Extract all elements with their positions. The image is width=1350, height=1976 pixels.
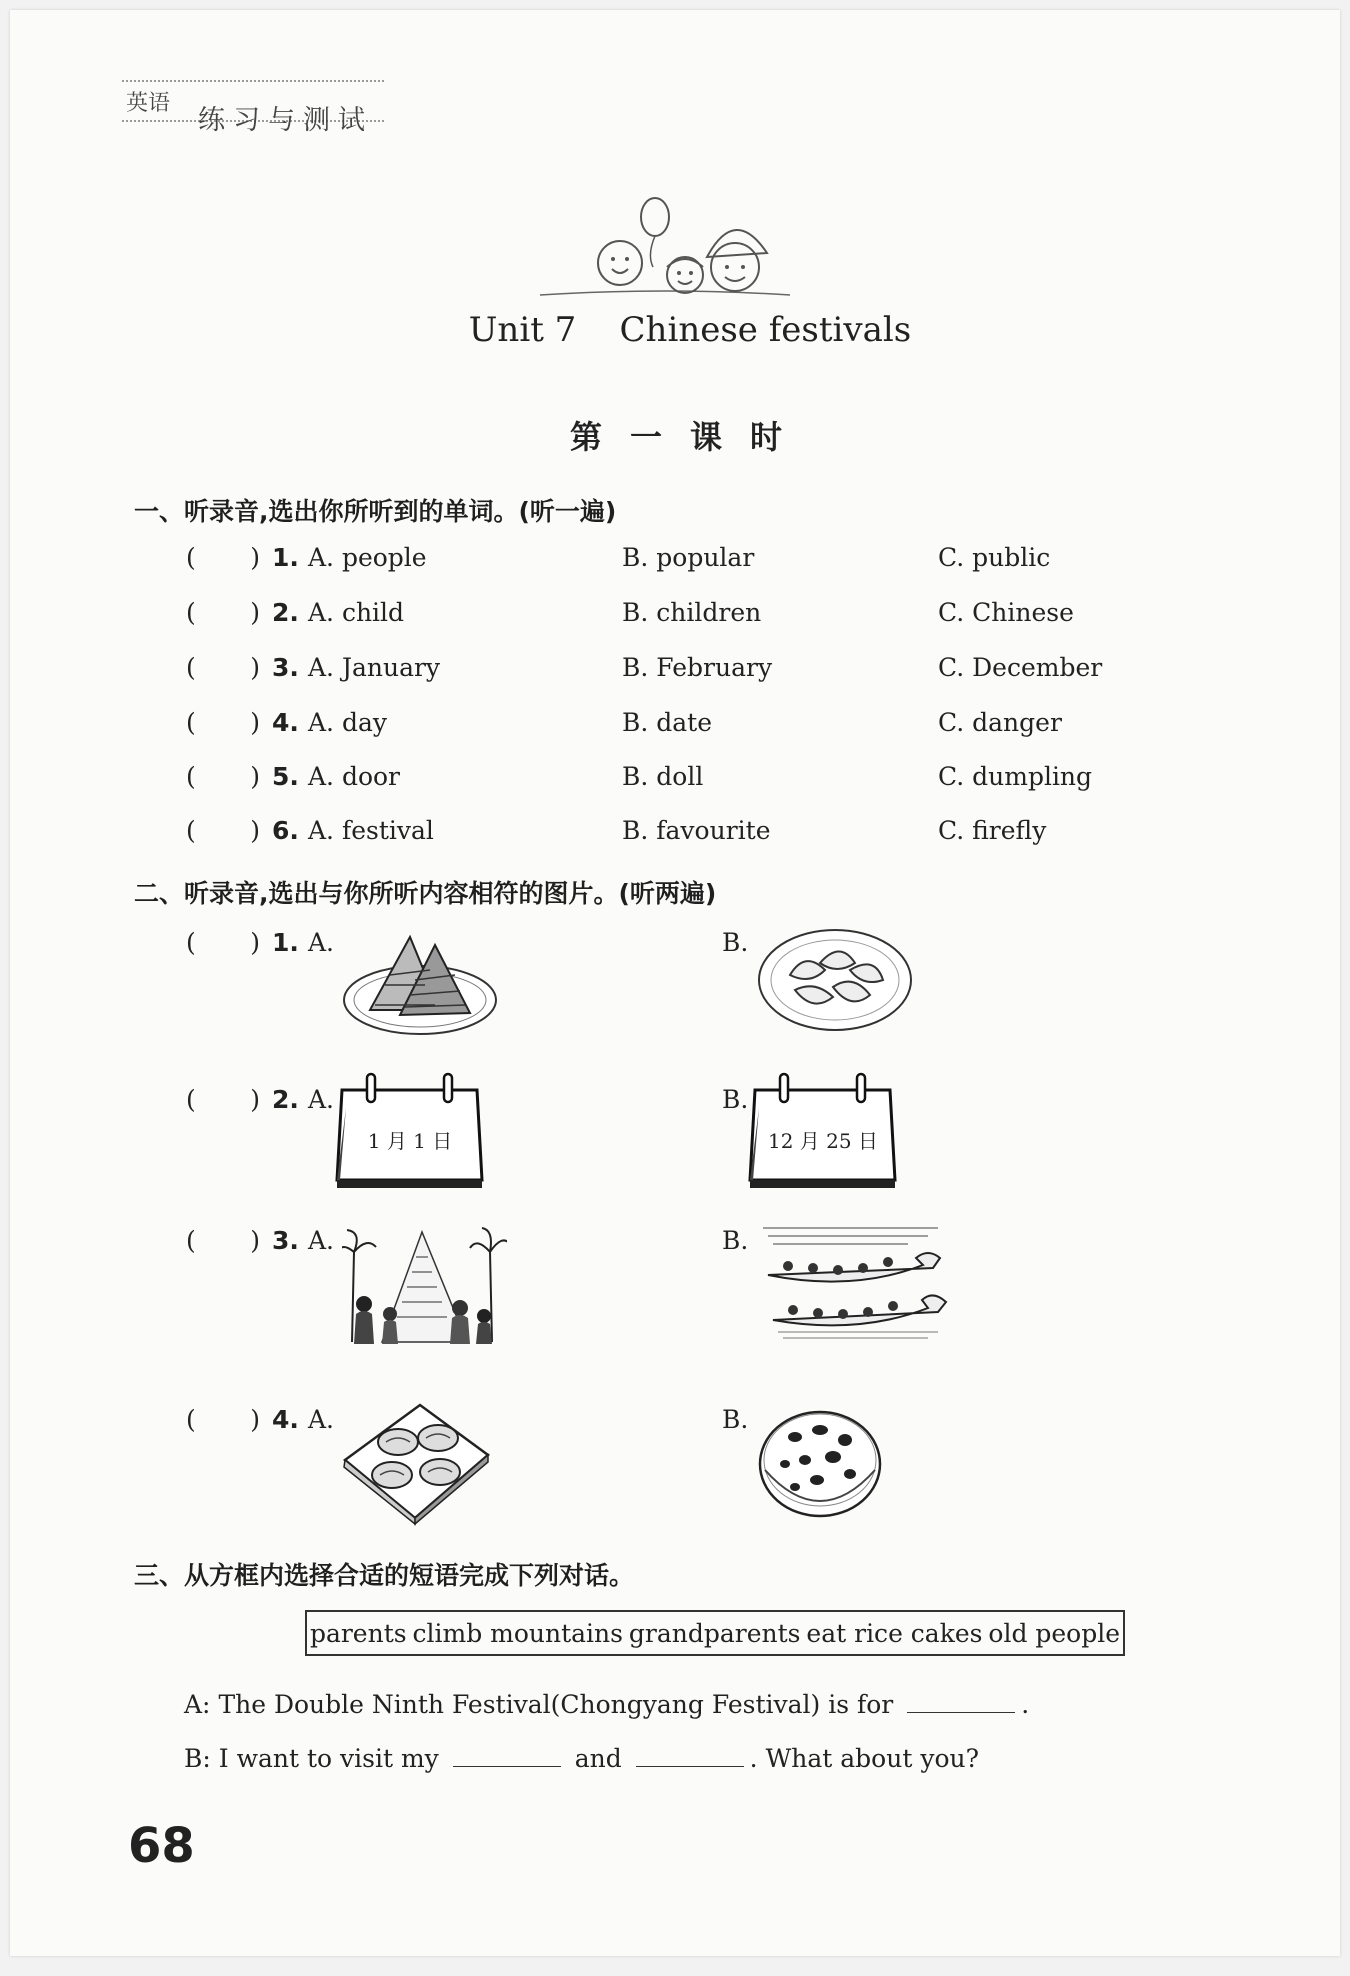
dialogue-text: The Double Ninth Festival(Chongyang Festival) is for: [218, 1690, 894, 1719]
question-number: 4.: [272, 1405, 299, 1434]
section2-heading: 二、听录音,选出与你所听内容相符的图片。(听两遍): [134, 879, 717, 908]
answer-paren[interactable]: ( ): [186, 762, 260, 791]
option-a: A. child: [308, 598, 405, 627]
option-b: B. popular: [622, 543, 755, 572]
dialogue-line-b: [184, 1744, 979, 1773]
calendar-date-label: 1 月 1 日: [367, 1129, 453, 1153]
question-number: 1.: [272, 543, 299, 572]
section1-heading: 一、听录音,选出你所听到的单词。(听一遍): [134, 497, 617, 526]
option-c: C. public: [938, 543, 1051, 572]
dialogue-line-a: [184, 1690, 1029, 1719]
option-b: B. date: [622, 708, 713, 737]
section2-question-3: [10, 1226, 1340, 1266]
calendar-icon[interactable]: [745, 1068, 900, 1190]
calendar-icon[interactable]: [332, 1068, 487, 1190]
section2-question-1: [10, 928, 1340, 968]
option-b: B. children: [622, 598, 762, 627]
dialogue-text: . What about you?: [749, 1744, 979, 1773]
dumplings-plate-icon[interactable]: [755, 925, 915, 1035]
option-b: B. February: [622, 653, 773, 682]
children-balloon-icon: [535, 195, 795, 305]
answer-paren[interactable]: ( ): [186, 653, 260, 682]
option-c: C. firefly: [938, 816, 1047, 845]
question-number: 5.: [272, 762, 299, 791]
answer-paren[interactable]: ( ): [186, 1085, 260, 1114]
answer-paren[interactable]: ( ): [186, 1226, 260, 1255]
page-number: 68: [128, 1818, 195, 1874]
section2-question-4: [10, 1405, 1340, 1445]
option-b-label: B.: [722, 1085, 749, 1114]
question-number: 2.: [272, 598, 299, 627]
answer-blank[interactable]: [907, 1690, 1015, 1713]
word-option[interactable]: parents: [309, 1618, 407, 1648]
option-a-label: A.: [308, 1405, 335, 1434]
rice-cake-icon[interactable]: [755, 1402, 885, 1522]
workbook-page: [10, 10, 1340, 1956]
speaker-label: B:: [184, 1744, 211, 1773]
answer-paren[interactable]: ( ): [186, 543, 260, 572]
option-a-label: A.: [308, 928, 335, 957]
calendar-date-label: 12 月 25 日: [768, 1129, 878, 1153]
question-number: 6.: [272, 816, 299, 845]
option-c: C. dumpling: [938, 762, 1093, 791]
option-b: B. favourite: [622, 816, 771, 845]
unit-title: Unit 7 Chinese festivals: [468, 310, 912, 350]
option-b-label: B.: [722, 1226, 749, 1255]
word-option[interactable]: eat rice cakes: [806, 1618, 983, 1648]
section3-heading: 三、从方框内选择合适的短语完成下列对话。: [134, 1561, 635, 1590]
section1-question-5: [10, 762, 1340, 802]
option-c: C. Chinese: [938, 598, 1074, 627]
mooncake-box-icon[interactable]: [340, 1400, 492, 1526]
word-option[interactable]: climb mountains: [412, 1618, 623, 1648]
section1-question-1: [10, 543, 1340, 583]
word-option[interactable]: grandparents: [628, 1618, 801, 1648]
option-a: A. day: [308, 708, 387, 737]
option-a: A. January: [308, 653, 441, 682]
rice-dumplings-plate-icon[interactable]: [340, 925, 500, 1040]
option-a: A. festival: [308, 816, 434, 845]
option-b-label: B.: [722, 1405, 749, 1434]
section1-question-6: [10, 816, 1340, 856]
answer-paren[interactable]: ( ): [186, 708, 260, 737]
answer-paren[interactable]: ( ): [186, 928, 260, 957]
dialogue-end: .: [1021, 1690, 1030, 1719]
answer-blank[interactable]: [453, 1744, 561, 1767]
header-book-title: 练习与测试: [198, 105, 373, 136]
option-c: C. danger: [938, 708, 1062, 737]
section1-question-2: [10, 598, 1340, 638]
header-subject: 英语: [126, 91, 171, 116]
question-number: 3.: [272, 1226, 299, 1255]
option-a: A. door: [308, 762, 401, 791]
answer-blank[interactable]: [636, 1744, 744, 1767]
word-option[interactable]: old people: [988, 1618, 1121, 1648]
answer-paren[interactable]: ( ): [186, 816, 260, 845]
question-number: 3.: [272, 653, 299, 682]
question-number: 4.: [272, 708, 299, 737]
dialogue-text: I want to visit my: [218, 1744, 439, 1773]
option-a-label: A.: [308, 1085, 335, 1114]
dragon-boat-race-icon[interactable]: [758, 1220, 950, 1340]
section1-question-4: [10, 708, 1340, 748]
option-a: A. people: [308, 543, 427, 572]
speaker-label: A:: [184, 1690, 211, 1719]
answer-paren[interactable]: ( ): [186, 1405, 260, 1434]
question-number: 1.: [272, 928, 299, 957]
section1-question-3: [10, 653, 1340, 693]
option-a-label: A.: [308, 1226, 335, 1255]
dialogue-text: and: [574, 1744, 622, 1773]
people-climbing-mountain-icon[interactable]: [342, 1222, 507, 1346]
option-c: C. December: [938, 653, 1103, 682]
section2-question-2: [10, 1085, 1340, 1125]
option-b-label: B.: [722, 928, 749, 957]
answer-paren[interactable]: ( ): [186, 598, 260, 627]
lesson-title: 第一课时: [569, 418, 810, 456]
question-number: 2.: [272, 1085, 299, 1114]
word-bank-box: [305, 1610, 1125, 1656]
option-b: B. doll: [622, 762, 704, 791]
